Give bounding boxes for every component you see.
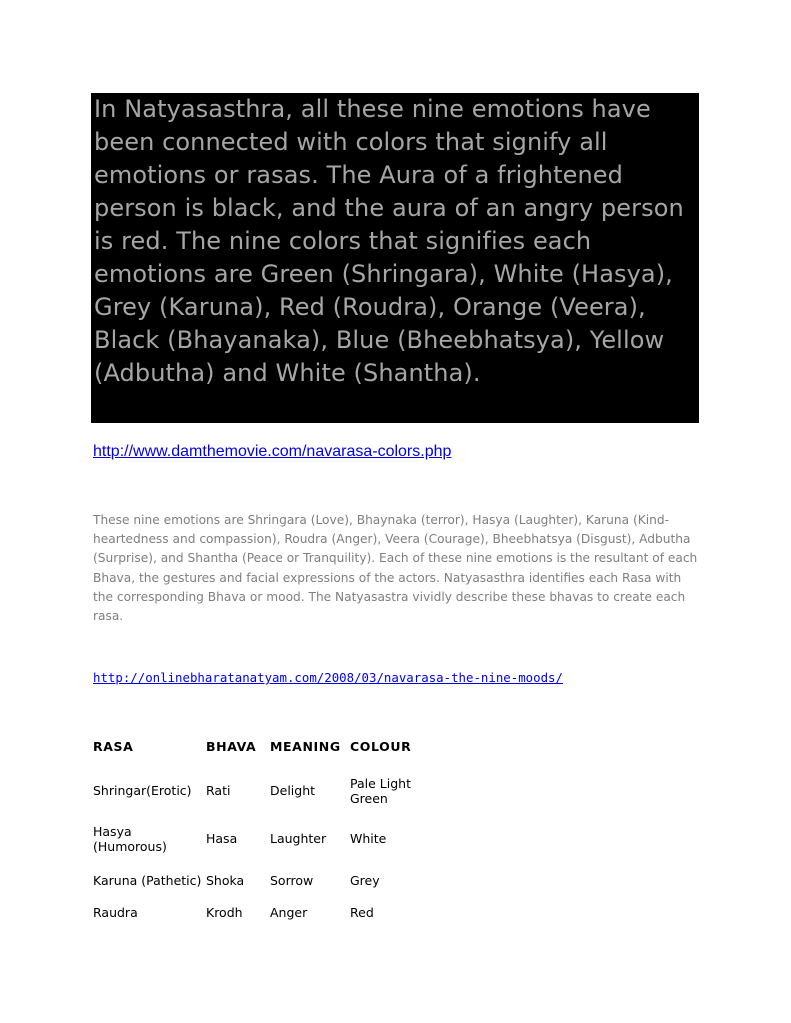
table-row [93,861,430,901]
header-rasa: RASA [93,739,134,754]
bhava-cell: Shoka [206,873,245,889]
table-row [93,765,430,817]
colour-cell: White [350,831,387,847]
quote-box [91,93,699,423]
bhava-cell: Krodh [206,905,243,921]
onlinebharatanatyam-link[interactable]: http://onlinebharatanatyam.com/2008/03/navarasa-the-nine-moods/ [93,670,563,685]
rasa-cell: Hasya (Humorous) [93,823,167,854]
rasa-cell: Karuna (Pathetic) [93,873,202,889]
rasa-cell: Shringar(Erotic) [93,783,192,799]
meaning-cell: Delight [270,783,316,799]
meaning-cell: Laughter [270,831,327,847]
meaning-cell: Anger [270,905,308,921]
colour-cell: Pale Light Green [350,775,411,806]
colour-cell: Grey [350,873,380,889]
header-colour: COLOUR [350,739,412,754]
bhava-cell: Rati [206,783,231,799]
table-row [93,901,430,925]
table-header-row [93,739,430,765]
emotions-paragraph: These nine emotions are Shringara (Love), Bhaynaka (terror), Hasya (Laughter), Karuna (Kind-heartedness and compassion), Roudra (Anger), Veera (Courage), Bheebhatsya (Disgust), Adbutha (Surprise), and Shantha (Peace or Tranquility). Each of these nine emotions is the resultant of each Bhava, the gestures and facial expressions of the actors. Natyasasthra identifies each Rasa with the corresponding Bhava or mood. The Natyasastra vividly describe these bhavas to create each rasa. [93,513,698,624]
meaning-cell: Sorrow [270,873,314,889]
rasa-cell: Raudra [93,905,138,921]
damthemovie-link[interactable]: http://www.damthemovie.com/navarasa-colors.php [93,443,452,460]
bhava-cell: Hasa [206,831,238,847]
colour-cell: Red [350,905,374,921]
header-bhava: BHAVA [206,739,257,754]
header-meaning: MEANING [270,739,341,754]
quote-text: In Natyasasthra, all these nine emotions have been connected with colors that signify all emotions or rasas. The Aura of a frightened person is black, and the aura of an angry person is red. The nine colors that signifies each emotions are Green (Shringara), White (Hasya), Grey (Karuna), Red (Roudra), Orange (Veera), Black (Bhayanaka), Blue (Bheebhatsya), Yellow (Adbutha) and White (Shantha). [94,95,684,387]
table-row [93,817,430,861]
rasa-table [93,739,430,925]
